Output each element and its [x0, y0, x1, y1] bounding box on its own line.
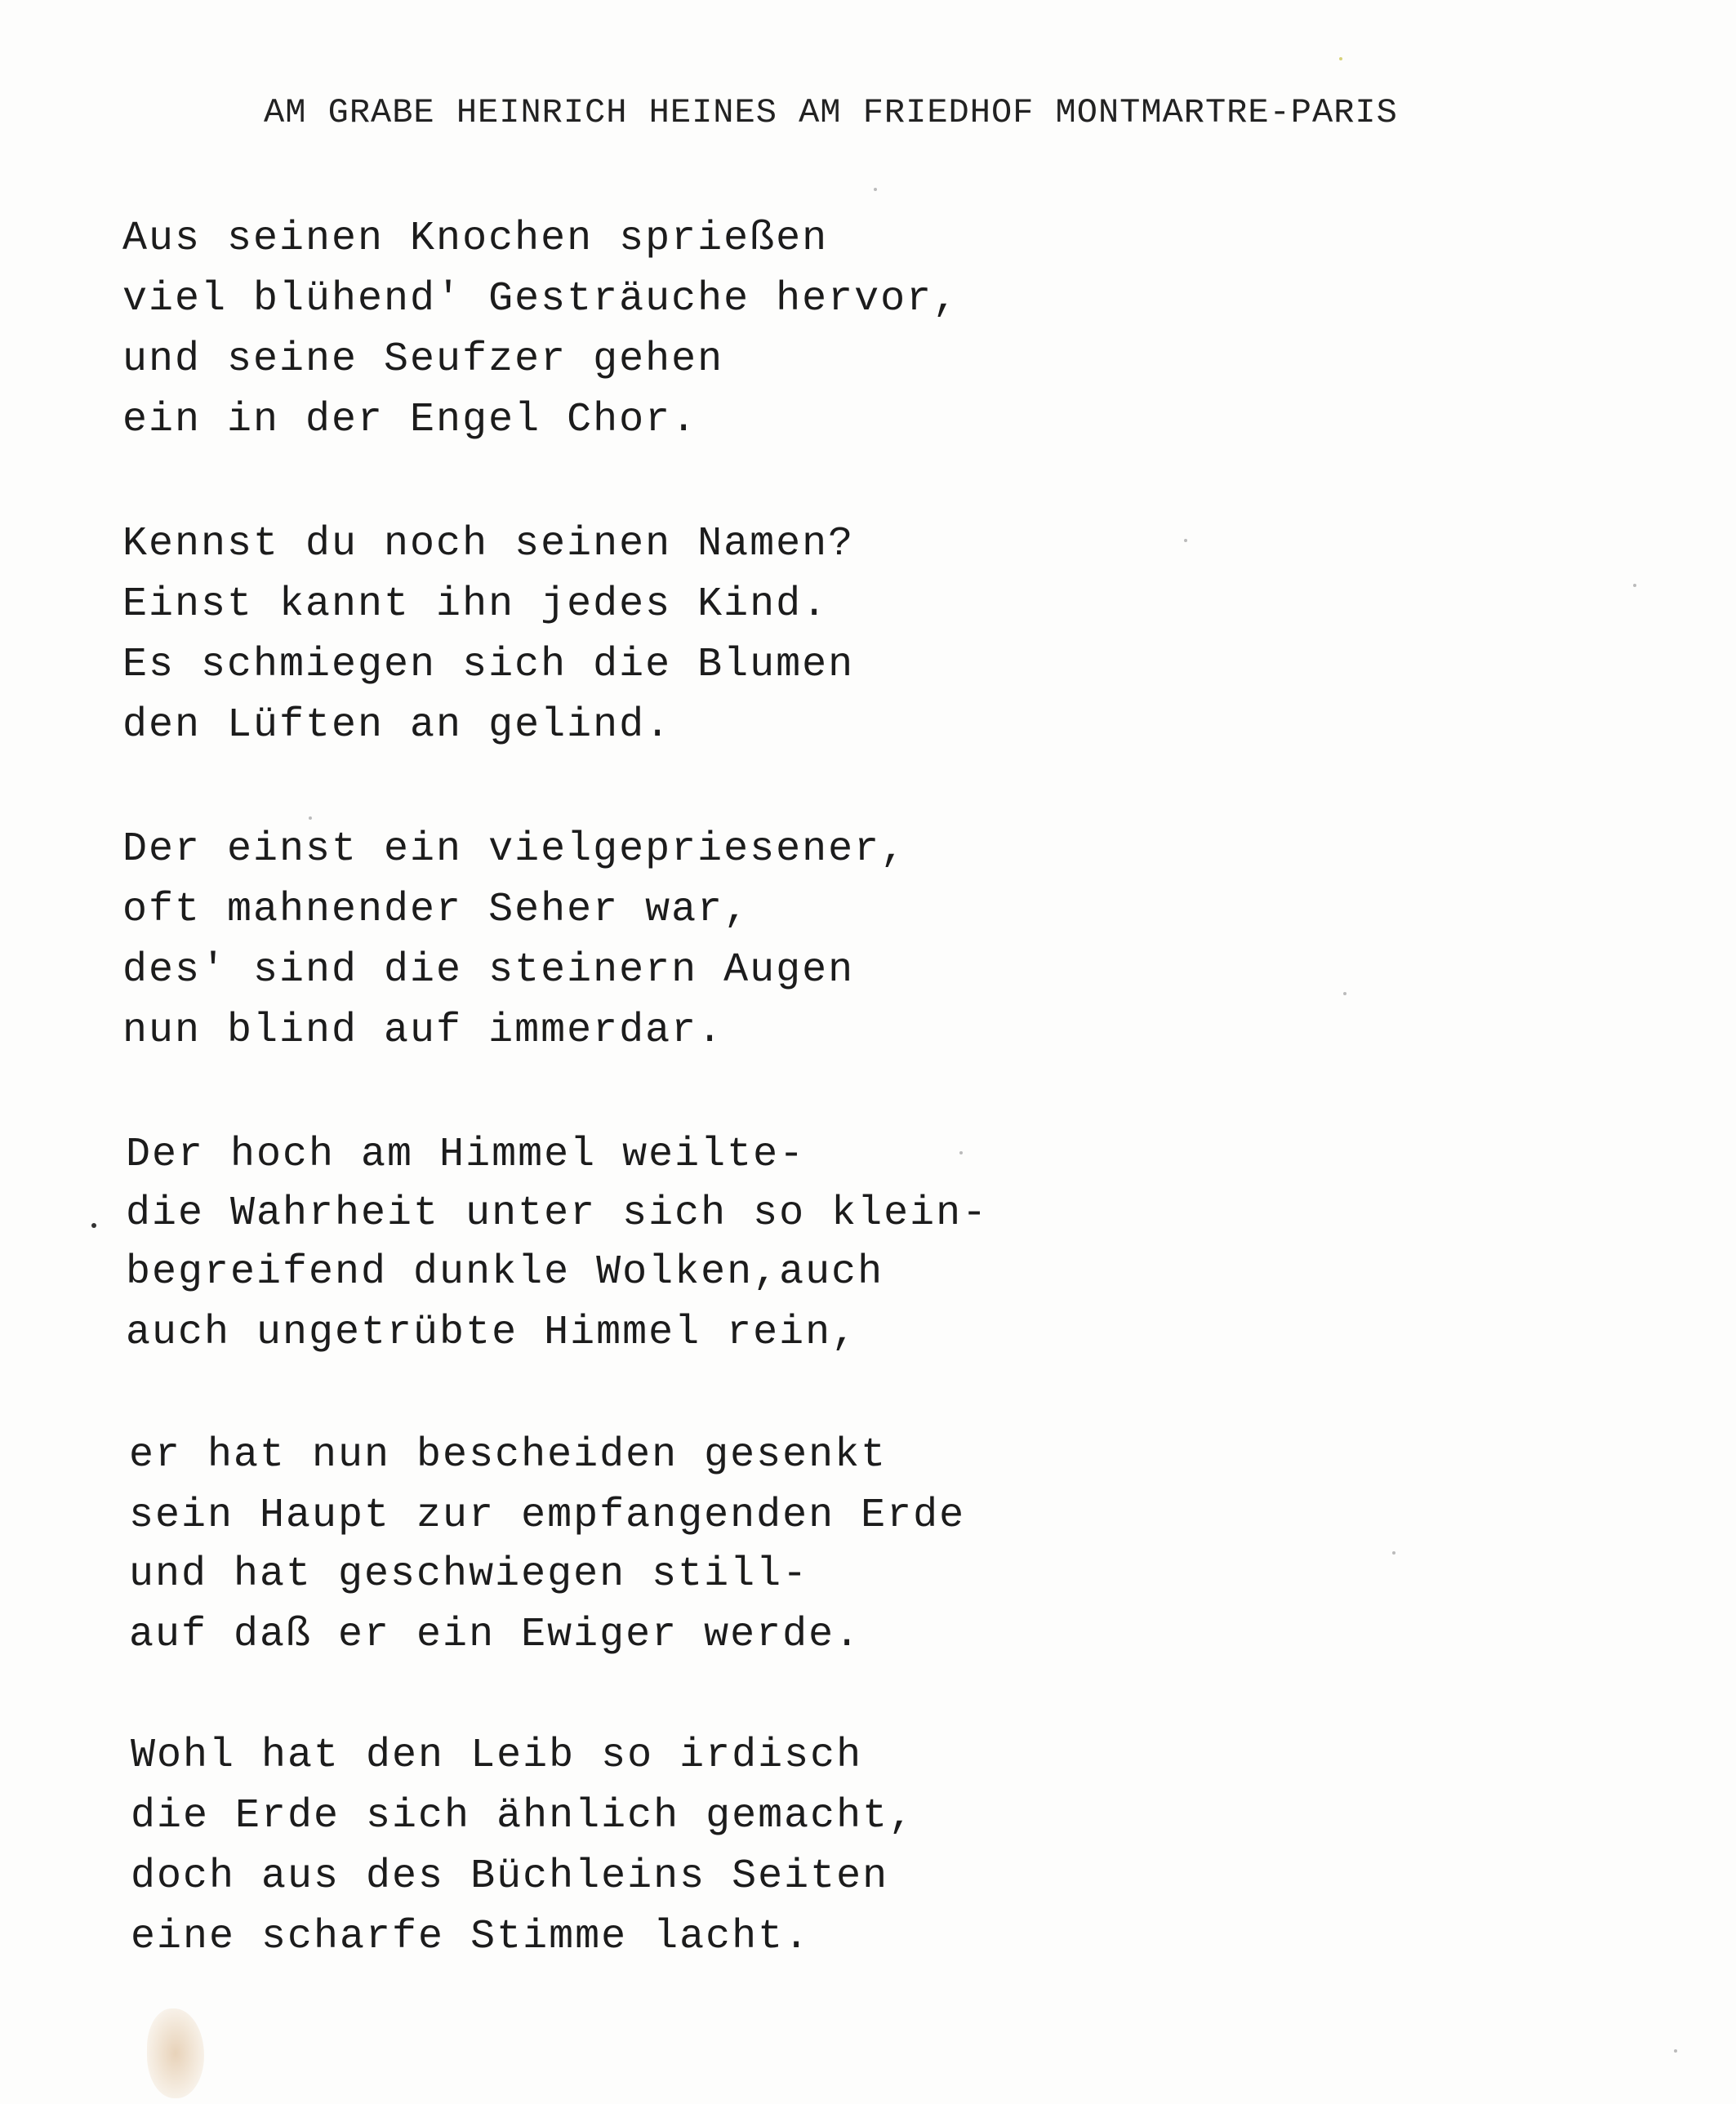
paper-speck — [1339, 57, 1342, 60]
paper-speck — [1343, 992, 1347, 995]
poem-line: Einst kannt ihn jedes Kind. — [122, 581, 829, 628]
poem-line: sein Haupt zur empfangenden Erde — [129, 1492, 966, 1539]
poem-line: viel blühend' Gesträuche hervor, — [122, 276, 959, 322]
poem-line: Kennst du noch seinen Namen? — [122, 521, 855, 567]
paper-speck — [1392, 1551, 1395, 1555]
paper-speck — [1674, 2049, 1677, 2053]
paper-speck — [1184, 539, 1187, 542]
poem-line: die Wahrheit unter sich so klein- — [126, 1190, 989, 1237]
poem-line: er hat nun bescheiden gesenkt — [129, 1432, 888, 1479]
poem-line: Der einst ein vielgepriesener, — [122, 826, 907, 873]
paper-speck — [91, 1223, 96, 1228]
paper-stain — [147, 2008, 204, 2098]
paper-speck — [874, 188, 877, 191]
paper-speck — [1633, 584, 1636, 587]
poem-line: auf daß er ein Ewiger werde. — [129, 1612, 861, 1658]
poem-line: eine scharfe Stimme lacht. — [131, 1914, 811, 1960]
poem-line: Wohl hat den Leib so irdisch — [131, 1733, 863, 1779]
poem-line: den Lüften an gelind. — [122, 702, 672, 749]
poem-title: AM GRABE HEINRICH HEINES AM FRIEDHOF MONTMARTRE-PARIS — [264, 93, 1398, 132]
poem-line: Aus seinen Knochen sprießen — [122, 216, 829, 262]
poem-line: Der hoch am Himmel weilte- — [126, 1132, 806, 1178]
poem-line: doch aus des Büchleins Seiten — [131, 1853, 889, 1900]
poem-line: oft mahnender Seher war, — [122, 887, 750, 933]
poem-line: des' sind die steinern Augen — [122, 947, 855, 994]
poem-line: und seine Seufzer gehen — [122, 336, 724, 383]
paper-speck — [959, 1151, 963, 1154]
paper-speck — [309, 816, 312, 820]
poem-line: nun blind auf immerdar. — [122, 1008, 724, 1054]
poem-line: begreifend dunkle Wolken,auch — [126, 1249, 884, 1296]
poem-line: Es schmiegen sich die Blumen — [122, 642, 855, 688]
poem-line: auch ungetrübte Himmel rein, — [126, 1310, 858, 1356]
poem-line: die Erde sich ähnlich gemacht, — [131, 1793, 915, 1839]
poem-line: ein in der Engel Chor. — [122, 397, 698, 443]
poem-line: und hat geschwiegen still- — [129, 1551, 809, 1598]
